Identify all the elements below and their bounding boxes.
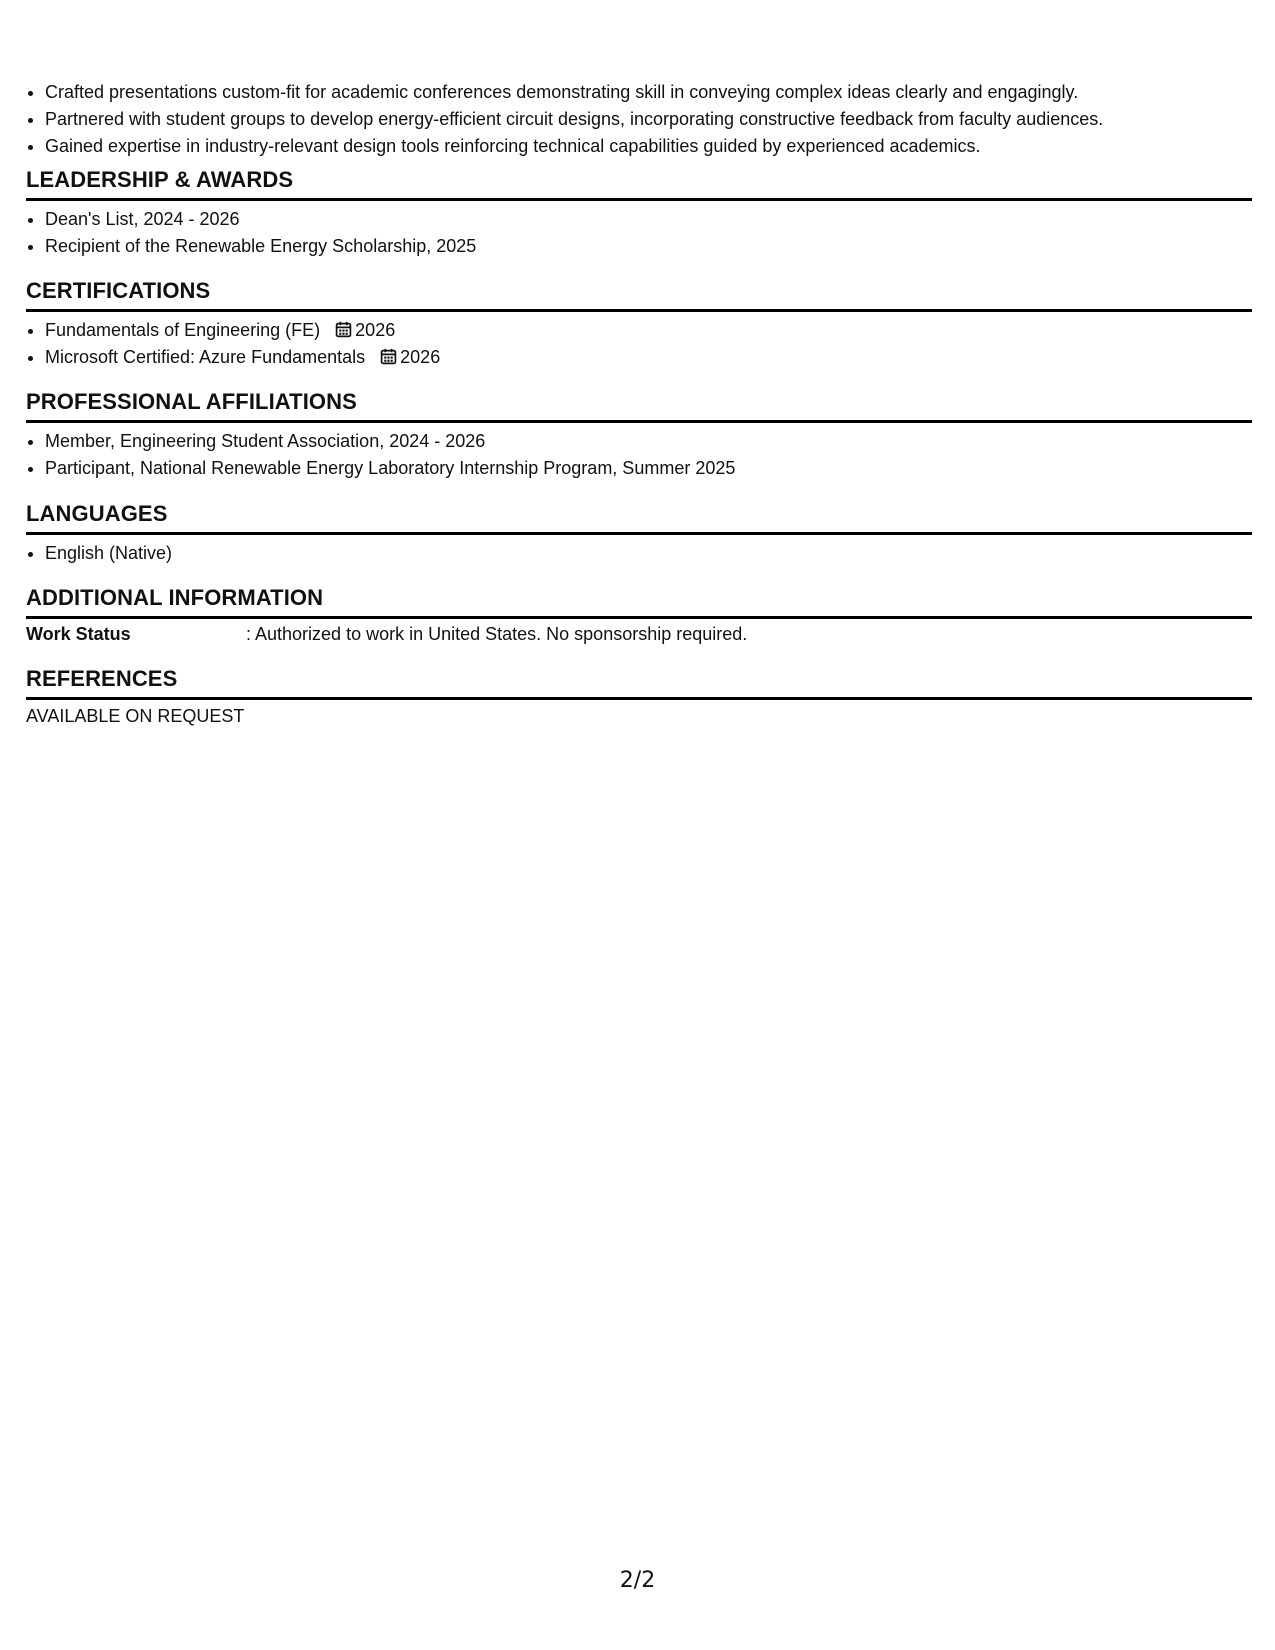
references-text: AVAILABLE ON REQUEST (26, 706, 245, 726)
certification-item (45, 344, 1252, 371)
certifications-list (26, 317, 1252, 371)
section-title: LANGUAGES (26, 500, 1252, 535)
list-item: • Recipient of the Renewable Energy Scholarship, 2025 (45, 233, 1252, 260)
leadership-section (26, 166, 1252, 260)
affiliations-list (26, 428, 1252, 482)
calendar-icon (335, 321, 352, 338)
list-item: • English (Native) (45, 540, 1252, 567)
experience-bullets (26, 79, 1271, 160)
certification-year: 2026 (400, 347, 441, 367)
languages-list (26, 540, 1252, 567)
list-item: • Participant, National Renewable Energy Laboratory Internship Program, Summer 2025 (45, 455, 1252, 482)
experience-bullet: • Partnered with student groups to develop energy-efficient circuit designs, incorporating constructive feedback from faculty audiences. (45, 106, 1271, 133)
calendar-icon (380, 348, 397, 365)
section-title: REFERENCES (26, 665, 1252, 700)
section-title: CERTIFICATIONS (26, 277, 1252, 312)
work-status-row (26, 621, 1252, 648)
languages-section (26, 500, 1252, 567)
section-title: LEADERSHIP & AWARDS (26, 166, 1252, 201)
list-item: • Dean's List, 2024 - 2026 (45, 206, 1252, 233)
certification-name: Microsoft Certified: Azure Fundamentals (45, 347, 366, 367)
experience-bullet: • Crafted presentations custom-fit for academic conferences demonstrating skill in conveying complex ideas clearly and engagingly. (45, 79, 1271, 106)
certifications-section (26, 277, 1252, 371)
leadership-list (26, 206, 1252, 260)
affiliations-section (26, 388, 1252, 482)
additional-info-section (26, 584, 1252, 648)
section-title: PROFESSIONAL AFFILIATIONS (26, 388, 1252, 423)
references-section (26, 665, 1252, 730)
section-title: ADDITIONAL INFORMATION (26, 584, 1252, 619)
list-item: • Member, Engineering Student Association, 2024 - 2026 (45, 428, 1252, 455)
work-status-label: Work Status (26, 624, 131, 644)
certification-item (45, 317, 1252, 344)
experience-bullet: • Gained expertise in industry-relevant design tools reinforcing technical capabilities guided by experienced academics. (45, 133, 1271, 160)
page-number: 2/2 (619, 1568, 656, 1593)
certification-name: Fundamentals of Engineering (FE) (45, 320, 321, 340)
certification-year: 2026 (355, 320, 396, 340)
work-status-value: : Authorized to work in United States. No sponsorship required. (246, 624, 748, 644)
